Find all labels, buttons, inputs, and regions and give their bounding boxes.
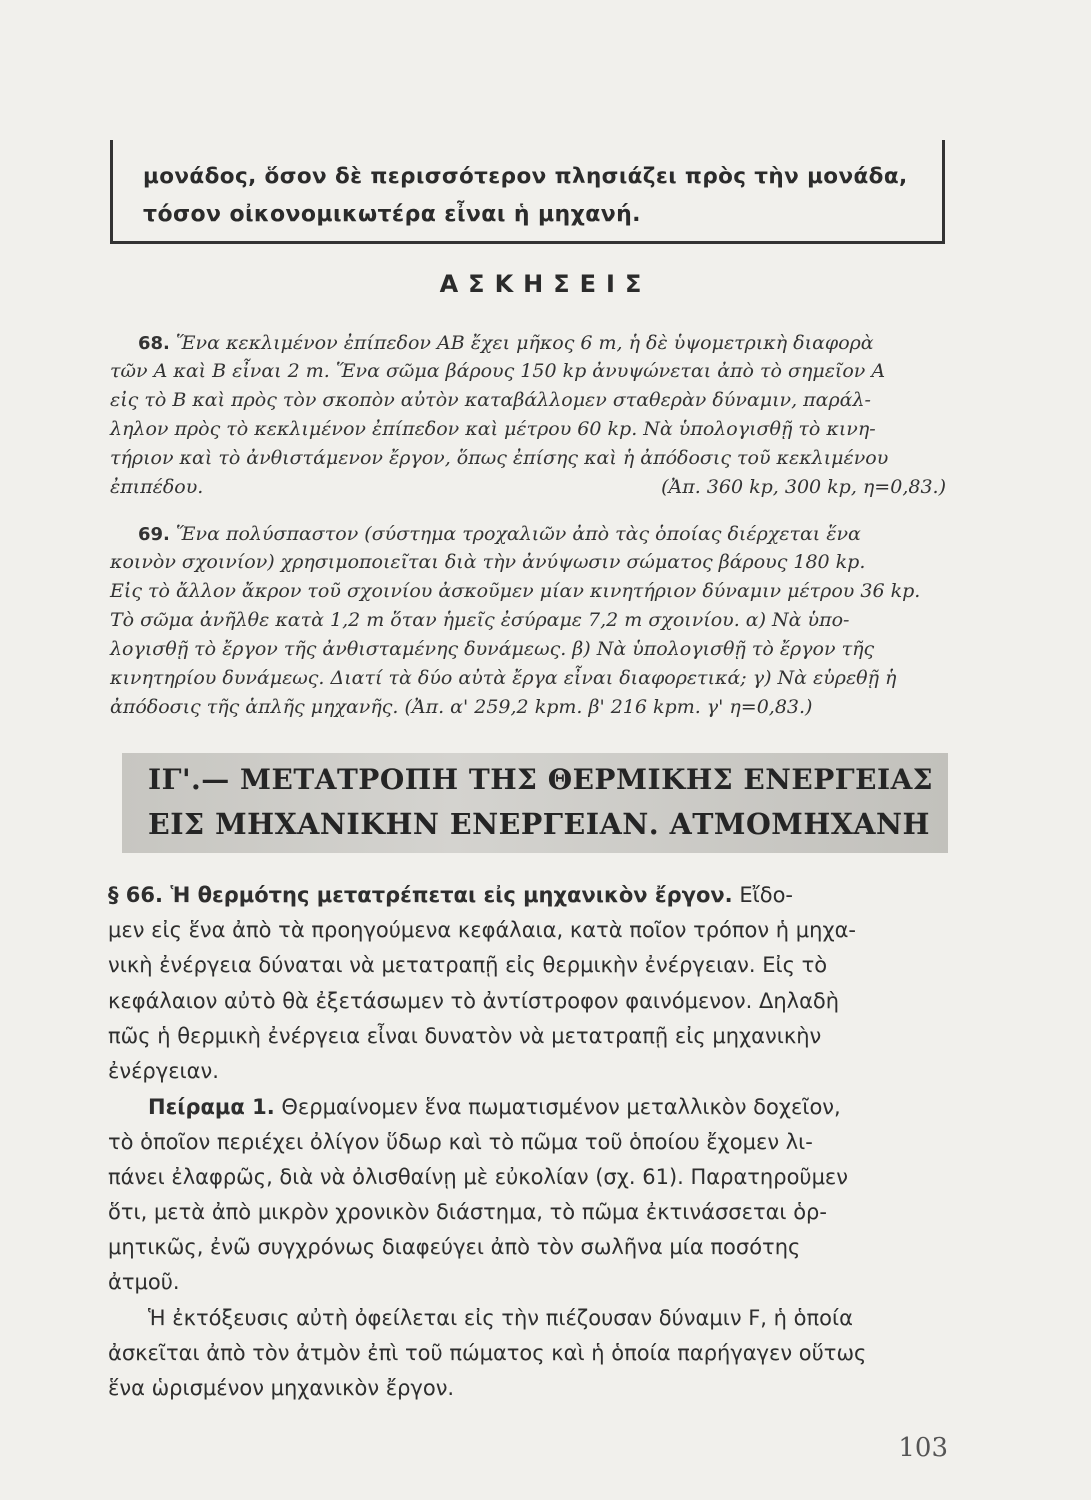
exercise-68-line: τήριον καὶ τὸ ἀνθιστάμενον ἔργον, ὅπως ἐπίσης καὶ ἡ ἀπόδοσις τοῦ κεκλιμένου	[110, 447, 889, 469]
section-66-line: μεν εἰς ἕνα ἀπὸ τὰ προηγούμενα κεφάλαια, κατὰ ποῖον τρόπον ἡ μηχα-	[108, 918, 857, 942]
experiment-1-line: ἀτμοῦ.	[108, 1270, 180, 1294]
exercise-number: 68.	[138, 333, 170, 354]
experiment-1-line: ὅτι, μετὰ ἀπὸ μικρὸν χρονικὸν διάστημα, τὸ πῶμα ἐκτινάσσεται ὁρ-	[108, 1200, 827, 1224]
section-text: Εἴδο-	[732, 883, 793, 907]
exercise-69-line: Εἰς τὸ ἄλλον ἄκρον τοῦ σχοινίου ἀσκοῦμεν μίαν κινητήριον δύναμιν μέτρου 36 kp.	[110, 580, 921, 602]
section-66-line: ἐνέργειαν.	[108, 1059, 219, 1083]
exercise-answer: (Ἀπ. 360 kp, 300 kp, η=0,83.)	[661, 476, 946, 498]
section-66-line: κεφάλαιον αὐτὸ θὰ ἐξετάσωμεν τὸ ἀντίστροφον φαινόμενον. Δηλαδὴ	[108, 989, 840, 1013]
exercise-text: ἐπιπέδου.	[110, 476, 204, 498]
experiment-1-line: πάνει ἐλαφρῶς, διὰ νὰ ὀλισθαίνῃ μὲ εὐκολίαν (σχ. 61). Παρατηροῦμεν	[108, 1165, 849, 1189]
experiment-label: Πείραμα 1.	[148, 1095, 275, 1119]
experiment-text: Θερμαίνομεν ἕνα πωματισμένον μεταλλικὸν δοχεῖον,	[274, 1095, 841, 1119]
experiment-1-line	[148, 1092, 946, 1122]
paragraph-line: ἕνα ὡρισμένον μηχανικὸν ἔργον.	[108, 1376, 455, 1400]
section-66-line: πῶς ἡ θερμικὴ ἐνέργεια εἶναι δυνατὸν νὰ μετατραπῇ εἰς μηχανικὴν	[108, 1024, 822, 1048]
experiment-1-line: τὸ ὁποῖον περιέχει ὀλίγον ὕδωρ καὶ τὸ πῶμα τοῦ ὁποίου ἔχομεν λι-	[108, 1130, 813, 1154]
chapter-heading	[122, 753, 948, 853]
exercise-69-line	[138, 521, 948, 548]
exercise-69-line: ἀπόδοσις τῆς ἁπλῆς μηχανῆς. (Ἀπ. α' 259,2 kpm. β' 216 kpm. γ' η=0,83.)	[110, 696, 813, 718]
section-66-line	[108, 880, 946, 910]
paragraph-line: Ἡ ἐκτόξευσις αὐτὴ ὀφείλεται εἰς τὴν πιέζουσαν δύναμιν F, ἡ ὁποία	[148, 1306, 853, 1330]
exercise-number: 69.	[138, 524, 170, 545]
exercise-text: Ἕνα πολύσπαστον (σύστημα τροχαλιῶν ἀπὸ τὰς ὁποίας διέρχεται ἕνα	[175, 523, 861, 545]
section-heading: § 66. Ἡ θερμότης μετατρέπεται εἰς μηχανικὸν ἔργον.	[108, 883, 733, 907]
boxed-summary	[110, 140, 945, 244]
exercise-69-line: Τὸ σῶμα ἀνῆλθε κατὰ 1,2 m ὅταν ἡμεῖς ἐσύραμε 7,2 m σχοινίου. α) Νὰ ὑπο-	[110, 609, 850, 631]
chapter-heading-line: ΙΓ'.— ΜΕΤΑΤΡΟΠΗ ΤΗΣ ΘΕΡΜΙΚΗΣ ΕΝΕΡΓΕΙΑΣ	[148, 763, 934, 796]
section-66-line: νικὴ ἐνέργεια δύναται νὰ μετατραπῇ εἰς θερμικὴν ἐνέργειαν. Εἰς τὸ	[108, 953, 828, 977]
experiment-1-line: μητικῶς, ἐνῶ συγχρόνως διαφεύγει ἀπὸ τὸν σωλῆνα μία ποσότης	[108, 1235, 801, 1259]
exercise-68-line: τῶν Α καὶ Β εἶναι 2 m. Ἕνα σῶμα βάρους 150 kp ἀνυψώνεται ἀπὸ τὸ σημεῖον Α	[110, 360, 886, 382]
exercise-69-line: κινητηρίου δυνάμεως. Διατί τὰ δύο αὐτὰ ἔργα εἶναι διαφορετικά; γ) Νὰ εὑρεθῇ ἡ	[110, 667, 897, 689]
exercise-68-line	[138, 330, 948, 357]
boxed-summary-line: μονάδος, ὅσον δὲ περισσότερον πλησιάζει πρὸς τὴν μονάδα,	[143, 164, 908, 189]
exercises-title: ΑΣΚΗΣΕΙΣ	[439, 270, 652, 298]
page-number: 103	[898, 1433, 948, 1463]
chapter-heading-line: ΕΙΣ ΜΗΧΑΝΙΚΗΝ ΕΝΕΡΓΕΙΑΝ. ΑΤΜΟΜΗΧΑΝΗ	[148, 807, 930, 841]
exercise-69-line: λογισθῇ τὸ ἔργον τῆς ἀνθισταμένης δυνάμεως. β) Νὰ ὑπολογισθῇ τὸ ἔργον τῆς	[110, 638, 875, 660]
exercise-68-line: ληλον πρὸς τὸ κεκλιμένον ἐπίπεδον καὶ μέτρου 60 kp. Νὰ ὑπολογισθῇ τὸ κινη-	[110, 418, 876, 440]
paragraph-line: ἀσκεῖται ἀπὸ τὸν ἀτμὸν ἐπὶ τοῦ πώματος καὶ ἡ ὁποία παρήγαγεν οὕτως	[108, 1341, 867, 1365]
exercise-text: Ἕνα κεκλιμένον ἐπίπεδον ΑΒ ἔχει μῆκος 6 m, ἡ δὲ ὑψομετρικὴ διαφορὰ	[175, 332, 874, 354]
boxed-summary-line: τόσον οἰκονομικωτέρα εἶναι ἡ μηχανή.	[143, 202, 641, 227]
exercise-68-line: εἰς τὸ Β καὶ πρὸς τὸν σκοπὸν αὐτὸν καταβάλλομεν σταθερὰν δύναμιν, παράλ-	[110, 389, 871, 411]
exercise-69-line: κοινὸν σχοινίον) χρησιμοποιεῖται διὰ τὴν ἀνύψωσιν σώματος βάρους 180 kp.	[110, 551, 866, 573]
exercise-68-line	[110, 474, 946, 500]
